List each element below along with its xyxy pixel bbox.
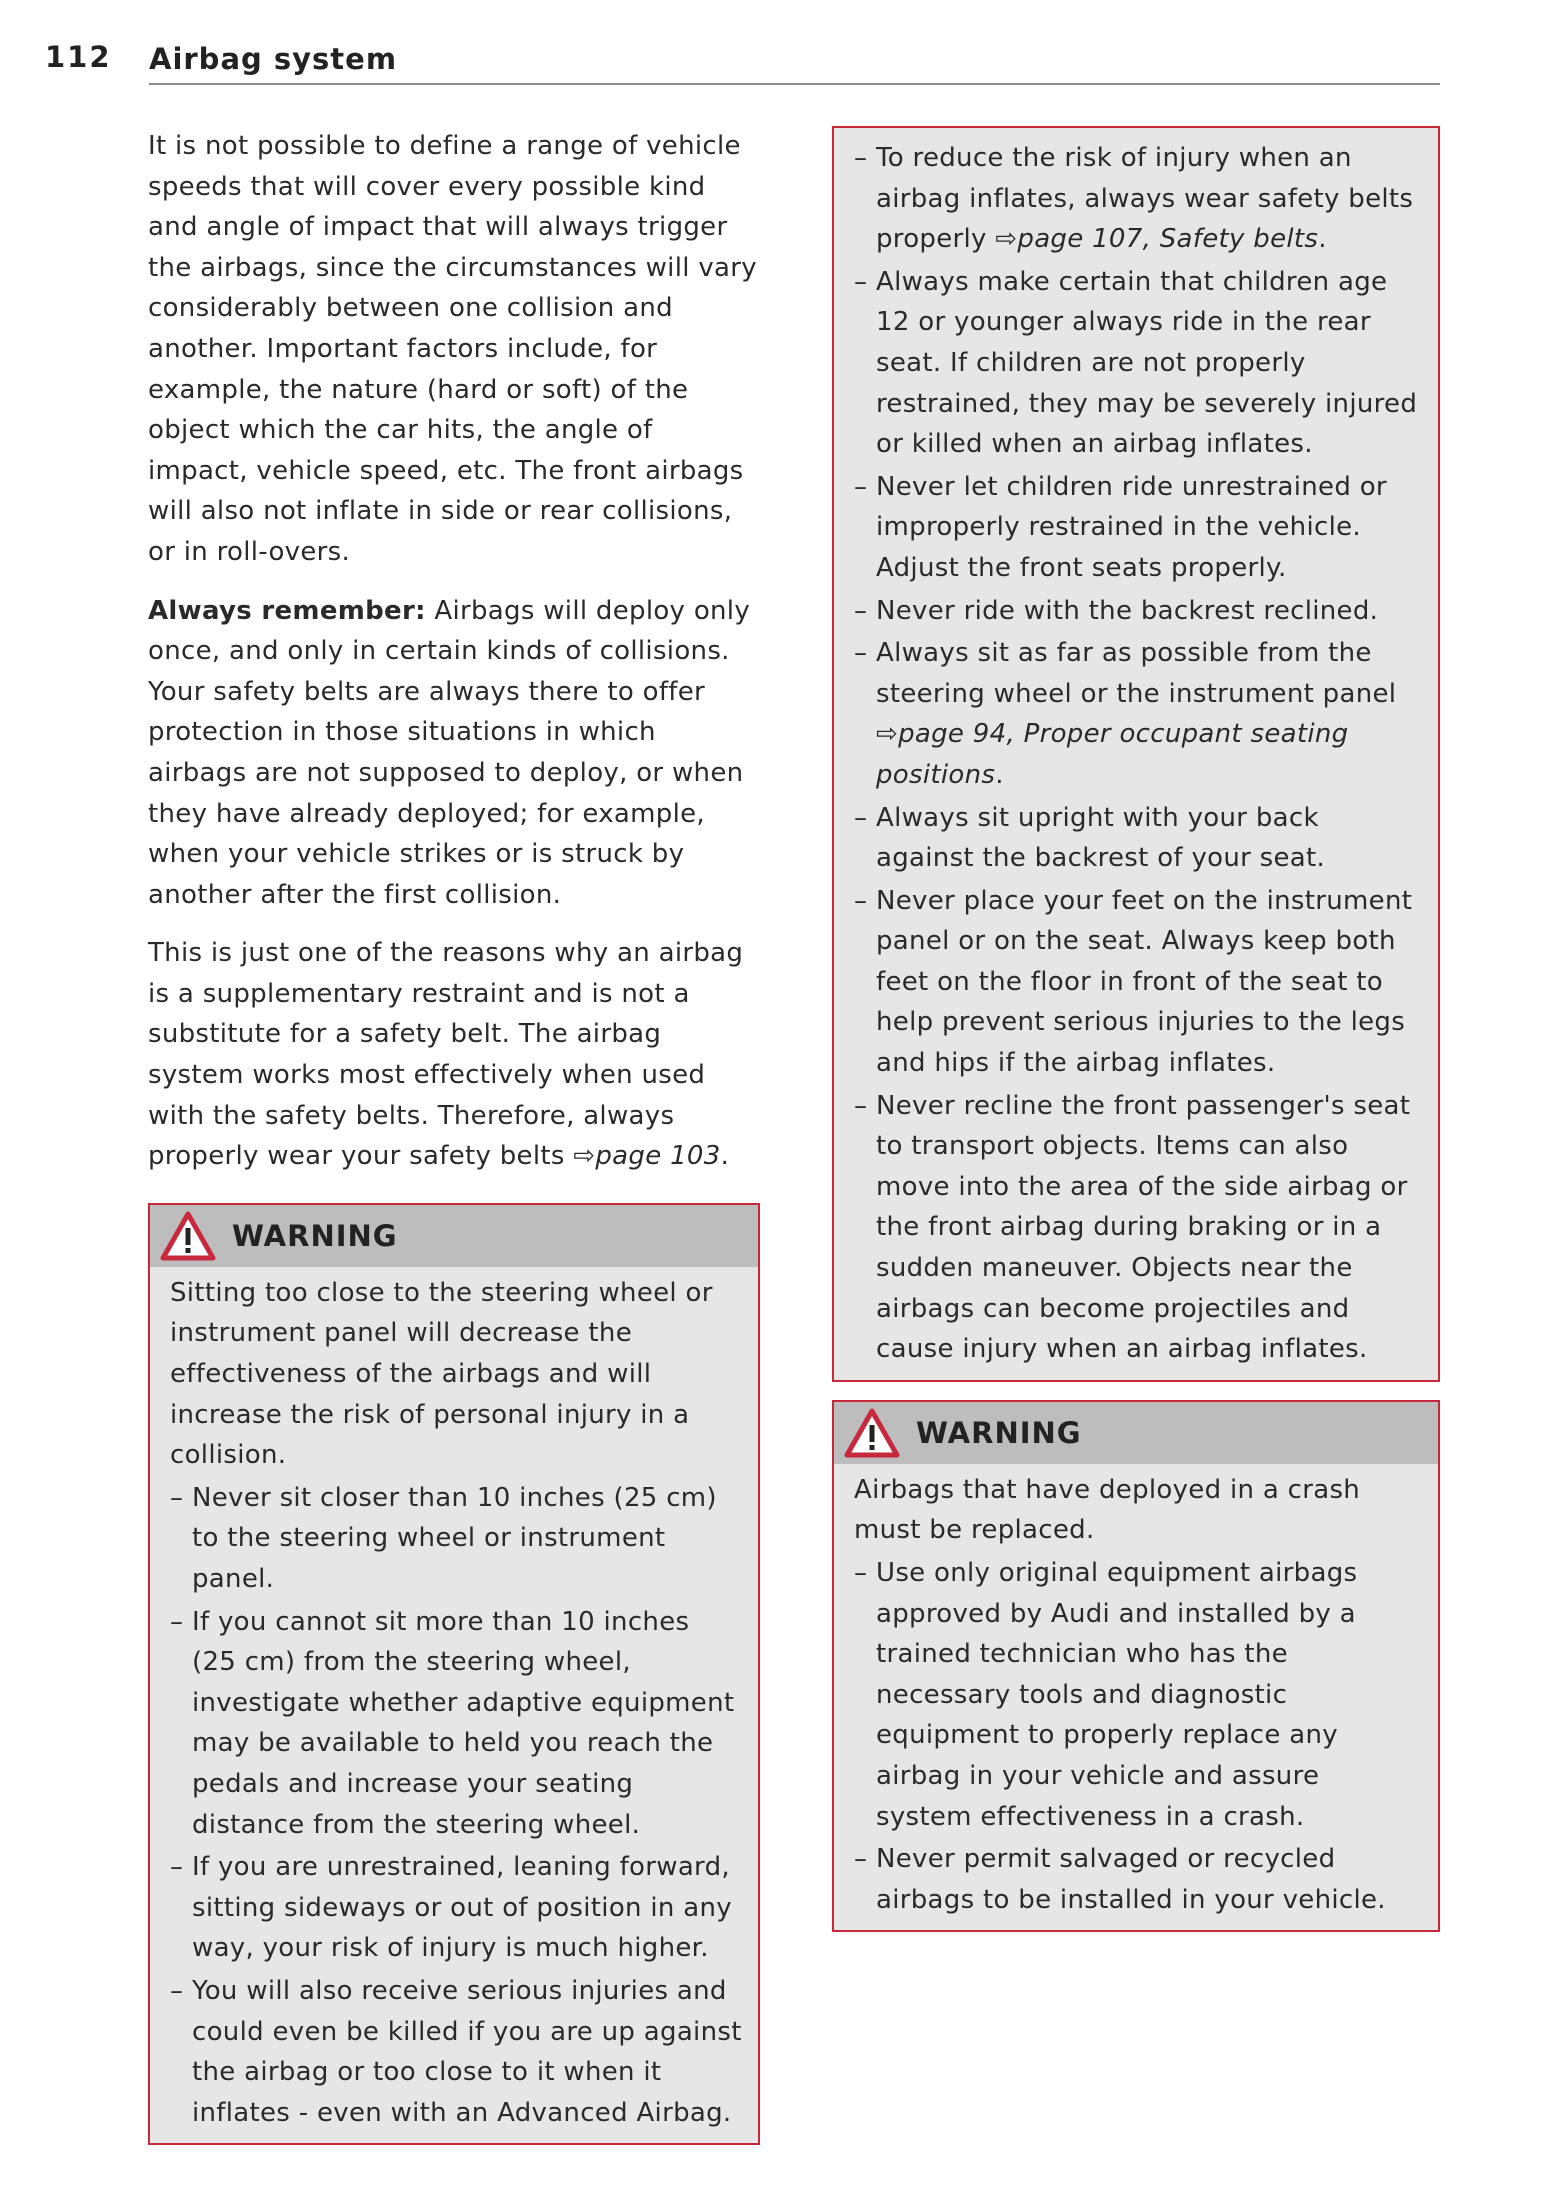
list-item-text: Never recline the front passenger's seat to transport objects. Items can also move into the area of the side airbag or the front airbag during braking or in a sudden maneuver. Objects near the airbags can become projectiles and cause injury when an airbag inflates. (876, 1090, 1411, 1365)
list-item-text: You will also receive serious injuries and could even be killed if you are up against the airbag or too close to it when it inflates - even with an Advanced Airbag. (192, 1975, 742, 2128)
list-item: – Never sit closer than 10 inches (25 cm) to the steering wheel or instrument panel. (170, 1482, 717, 1594)
list-item-text: If you cannot sit more than 10 inches (25 cm) from the steering wheel, investigate whether adaptive equipment may be available to held you reach the pedals and increase your seating distance from the steering wheel. (192, 1606, 735, 1840)
list-item: – You will also receive serious injuries and could even be killed if you are up against the airbag or too close to it when it inflates - even with an Advanced Airbag. (170, 1975, 742, 2128)
list-item-text: Never place your feet on the instrument panel or on the seat. Always keep both feet on the floor in front of the seat to help prevent serious injuries to the legs and hips if the airbag inflates. (876, 885, 1413, 1079)
warning-title-bar (834, 1402, 1438, 1464)
list-item: – Use only original equipment airbags approved by Audi and installed by a trained technician who has the necessary tools and diagnostic equipment to properly replace any airbag in your vehicle and assure system effectiveness in a crash. (854, 1558, 1358, 1832)
supplementary-restraint-paragraph (148, 933, 760, 1177)
list-item: – Always sit upright with your back against the backrest of your seat. (854, 802, 1326, 874)
warning-title: WARNING (232, 1218, 398, 1253)
arrow-icon: ⇨ (995, 224, 1018, 255)
list-item: – If you are unrestrained, leaning forward, sitting sideways or out of position in any way, your risk of injury is much higher. (170, 1852, 732, 1964)
warning-box-deployed-airbags (832, 1400, 1440, 1933)
list-item: – Never ride with the backrest reclined. (854, 595, 1379, 626)
warning-title: WARNING (916, 1415, 1082, 1450)
list-item: – If you cannot sit more than 10 inches (25 cm) from the steering wheel, investigate whether adaptive equipment may be available to held you reach the pedals and increase your seating distance from the steering wheel. (170, 1606, 735, 1840)
warning-title-bar (150, 1205, 758, 1267)
sentence-end: . (1318, 224, 1327, 255)
warning-triangle-icon (160, 1211, 216, 1261)
warning-list (854, 1553, 1422, 1920)
left-column (148, 126, 760, 2145)
list-item: – Always sit as far as possible from the steering wheel or the instrument panel ⇨page 94, Proper occupant seating positions. (854, 638, 1397, 790)
list-item: – Always make certain that children age 12 or younger always ride in the rear seat. If children are not properly restrained, they may be severely injured or killed when an airbag inflates. (854, 266, 1418, 460)
list-item: – Never permit salvaged or recycled airbags to be installed in your vehicle. (854, 1844, 1386, 1915)
page-reference-link[interactable]: page 94, Proper occupant seating positions (876, 719, 1349, 790)
arrow-icon: ⇨ (876, 719, 899, 750)
right-column (832, 126, 1440, 1932)
list-item-text: Always make certain that children age 12 or younger always ride in the rear seat. If children are not properly restrained, they may be severely injured or killed when an airbag inflates. (876, 266, 1418, 460)
list-item: – Never recline the front passenger's seat to transport objects. Items can also move into the area of the side airbag or the front airbag during braking or in a sudden maneuver. Objects near the airbags can become projectiles and cause injury when an airbag inflates. (854, 1090, 1411, 1365)
supplementary-restraint-text: This is just one of the reasons why an airbag is a supplementary restraint and is not a substitute for a safety belt. The airbag system works most effectively when used with the safety belts. Therefore, always properly wear your safety belts (148, 938, 744, 1172)
warning-continued-body (834, 132, 1438, 1380)
warning-intro: Airbags that have deployed in a crash must be replaced. (854, 1474, 1361, 1546)
sentence-end: . (720, 1141, 730, 1172)
list-item-text: Always sit as far as possible from the steering wheel or the instrument panel (876, 638, 1397, 709)
page-header (45, 40, 1440, 88)
arrow-icon: ⇨ (573, 1141, 596, 1172)
list-item-text: Never sit closer than 10 inches (25 cm) to the steering wheel or instrument panel. (192, 1482, 717, 1594)
always-remember-label: Always remember: (148, 595, 426, 626)
page-reference-link[interactable]: page 107, Safety belts (1017, 224, 1319, 255)
warning-body (834, 1464, 1438, 1931)
warning-intro: Sitting too close to the steering wheel or instrument panel will decrease the effectiveness of the airbags and will increase the risk of personal injury in a collision. (170, 1277, 713, 1471)
list-item-text: If you are unrestrained, leaning forward, sitting sideways or out of position in any way, your risk of injury is much higher. (192, 1852, 732, 1964)
page-reference-link[interactable]: page 103 (595, 1141, 721, 1172)
list-item-text: Use only original equipment airbags approved by Audi and installed by a trained technician who has the necessary tools and diagnostic equipment to properly replace any airbag in your vehicle and assure system effectiveness in a crash. (876, 1558, 1358, 1832)
list-item-text: Never permit salvaged or recycled airbags to be installed in your vehicle. (876, 1844, 1386, 1915)
sentence-end: . (995, 759, 1004, 790)
warning-triangle-icon (844, 1408, 900, 1458)
warning-list (170, 1478, 742, 2134)
list-item-text: Never let children ride unrestrained or improperly restrained in the vehicle. Adjust the front seats properly. (876, 471, 1387, 583)
header-divider (149, 83, 1440, 85)
list-item-text: To reduce the risk of injury when an airbag inflates, always wear safety belts properly (876, 143, 1414, 255)
list-item: – Never place your feet on the instrument panel or on the seat. Always keep both feet on the floor in front of the seat to help prevent serious injuries to the legs and hips if the airbag inflates. (854, 885, 1413, 1079)
page-number: 112 (45, 40, 112, 74)
warning-box-seating-distance (148, 1203, 760, 2145)
always-remember-text: Airbags will deploy only once, and only in certain kinds of collisions. Your safety belts are always there to offer protection in those situations in which airbags are not supposed to deploy, or when they have already deployed; for example, when your vehicle strikes or is struck by another after the first collision. (148, 595, 751, 910)
always-remember-paragraph (148, 591, 760, 916)
list-item-text: Always sit upright with your back against the backrest of your seat. (876, 802, 1326, 874)
list-item-text: Never ride with the backrest reclined. (876, 595, 1379, 626)
warning-box-continued (832, 126, 1440, 1382)
section-title: Airbag system (149, 42, 398, 76)
warning-body (150, 1267, 758, 2143)
list-item: – Never let children ride unrestrained or improperly restrained in the vehicle. Adjust the front seats properly. (854, 471, 1387, 583)
intro-paragraph: It is not possible to define a range of vehicle speeds that will cover every possible kind and angle of impact that will always trigger the airbags, since the circumstances will vary considerably between one collision and another. Important factors include, for example, the nature (hard or soft) of the object which the car hits, the angle of impact, vehicle speed, etc. The front airbags will also not inflate in side or rear collisions, or in roll-overs. (148, 131, 757, 567)
warning-continued-list (854, 138, 1422, 1370)
list-item: – To reduce the risk of injury when an airbag inflates, always wear safety belts properly ⇨page 107, Safety belts. (854, 143, 1414, 255)
